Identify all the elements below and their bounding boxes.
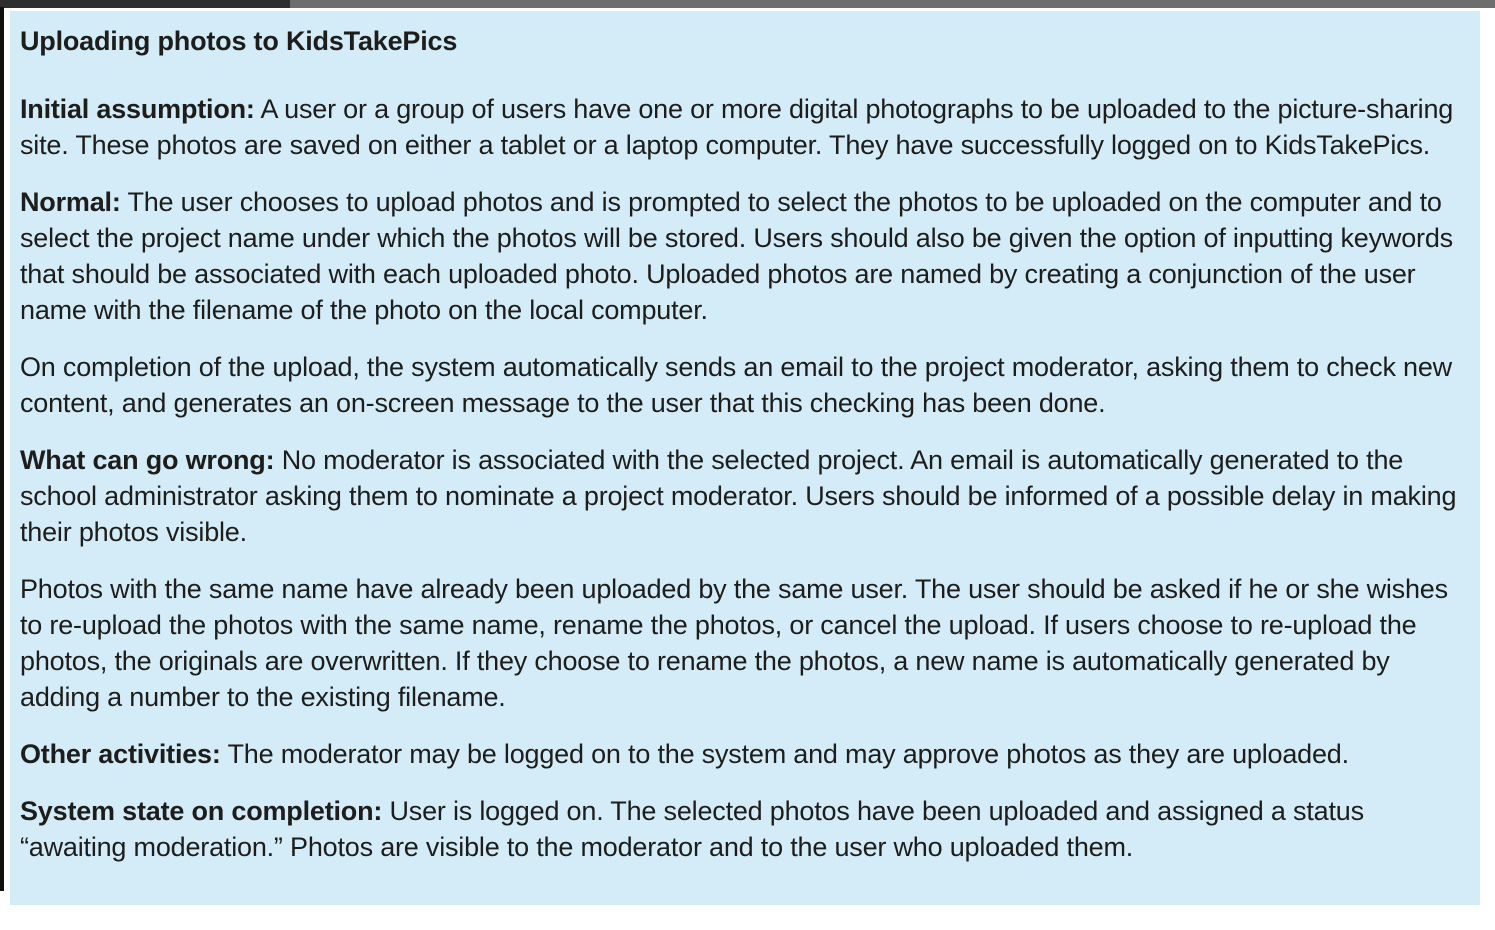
paragraph-normal — [20, 184, 1466, 328]
paragraph-initial-assumption — [20, 91, 1466, 163]
paragraph-what-can-go-wrong-continued — [20, 571, 1466, 715]
paragraph-text: User is logged on. The selected photos have been uploaded and assigned a status “awaiting moderation.” Photos are visible to the moderator and to the user who uploaded them. — [20, 796, 1364, 862]
scenario-description-box — [10, 11, 1480, 905]
document-title: Uploading photos to KidsTakePics — [20, 26, 458, 56]
paragraph-text: Photos with the same name have already been uploaded by the same user. The user should be asked if he or she wishes to re-upload the photos with the same name, rename the photos, or cancel the upload. If users choose to re-upload the photos, the originals are overwritten. If they choose to rename the photos, a new name is automatically generated by adding a number to the existing filename. — [20, 574, 1448, 712]
paragraph-text: The user chooses to upload photos and is prompted to select the photos to be uploaded on the computer and to select the project name under which the photos will be stored. Users should also be given the option of inputting keywords that should be associated with each uploaded photo. Uploaded photos are named by creating a conjunction of the user name with the filename of the photo on the local computer. — [20, 187, 1453, 325]
paragraph-text: On completion of the upload, the system automatically sends an email to the project moderator, asking them to check new content, and generates an on-screen message to the user that this checking has been done. — [20, 352, 1452, 418]
paragraph-normal-continued — [20, 349, 1466, 421]
paragraph-what-can-go-wrong — [20, 442, 1466, 550]
paragraph-system-state-on-completion — [20, 793, 1466, 865]
scan-artifact-left-rule — [0, 7, 4, 891]
paragraph-lead: Normal: — [20, 187, 121, 217]
paragraph-lead: What can go wrong: — [20, 445, 275, 475]
paragraph-text: A user or a group of users have one or more digital photographs to be uploaded to the picture-sharing site. These photos are saved on either a tablet or a laptop computer. They have successfully logged on to KidsTakePics. — [20, 94, 1454, 160]
paragraph-lead: Other activities: — [20, 739, 221, 769]
paragraph-lead: System state on completion: — [20, 796, 383, 826]
scan-artifact-top-bar — [0, 0, 1495, 9]
paragraph-text: No moderator is associated with the selected project. An email is automatically generated to the school administrator asking them to nominate a project moderator. Users should be informed of a possible delay in making their photos visible. — [20, 445, 1457, 547]
paragraph-lead: Initial assumption: — [20, 94, 255, 124]
paragraph-text: The moderator may be logged on to the system and may approve photos as they are uploaded. — [220, 739, 1349, 769]
paragraph-other-activities — [20, 736, 1466, 772]
